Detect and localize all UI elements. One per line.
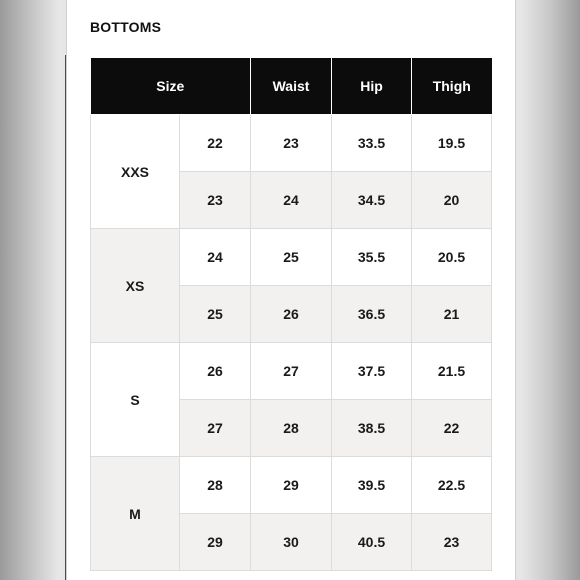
size-label-cell: XXS (91, 115, 180, 229)
thigh-cell: 21 (412, 286, 492, 343)
size-number-cell: 28 (180, 457, 251, 514)
waist-cell: 23 (251, 115, 332, 172)
size-label-cell: XS (91, 229, 180, 343)
size-chart-table (90, 58, 492, 571)
hip-cell: 38.5 (332, 400, 412, 457)
header-waist: Waist (251, 58, 332, 115)
waist-cell: 25 (251, 229, 332, 286)
hip-cell: 36.5 (332, 286, 412, 343)
table-row (91, 229, 492, 286)
hip-cell: 40.5 (332, 514, 412, 571)
size-label-cell: M (91, 457, 180, 571)
thigh-cell: 20.5 (412, 229, 492, 286)
thigh-cell: 22 (412, 400, 492, 457)
waist-cell: 29 (251, 457, 332, 514)
thigh-cell: 19.5 (412, 115, 492, 172)
size-number-cell: 27 (180, 400, 251, 457)
hip-cell: 39.5 (332, 457, 412, 514)
size-number-cell: 25 (180, 286, 251, 343)
hip-cell: 35.5 (332, 229, 412, 286)
size-chart-card (66, 0, 516, 580)
waist-cell: 30 (251, 514, 332, 571)
header-thigh: Thigh (412, 58, 492, 115)
hip-cell: 34.5 (332, 172, 412, 229)
size-number-cell: 23 (180, 172, 251, 229)
waist-cell: 27 (251, 343, 332, 400)
size-number-cell: 22 (180, 115, 251, 172)
thigh-cell: 21.5 (412, 343, 492, 400)
table-row (91, 115, 492, 172)
waist-cell: 26 (251, 286, 332, 343)
table-row (91, 343, 492, 400)
waist-cell: 28 (251, 400, 332, 457)
section-title: BOTTOMS (90, 19, 162, 35)
table-header-row (91, 58, 492, 115)
size-number-cell: 29 (180, 514, 251, 571)
table-row (91, 457, 492, 514)
thigh-cell: 23 (412, 514, 492, 571)
thigh-cell: 20 (412, 172, 492, 229)
header-size: Size (91, 58, 251, 115)
hip-cell: 33.5 (332, 115, 412, 172)
waist-cell: 24 (251, 172, 332, 229)
hip-cell: 37.5 (332, 343, 412, 400)
size-number-cell: 26 (180, 343, 251, 400)
thigh-cell: 22.5 (412, 457, 492, 514)
header-hip: Hip (332, 58, 412, 115)
size-label-cell: S (91, 343, 180, 457)
size-number-cell: 24 (180, 229, 251, 286)
